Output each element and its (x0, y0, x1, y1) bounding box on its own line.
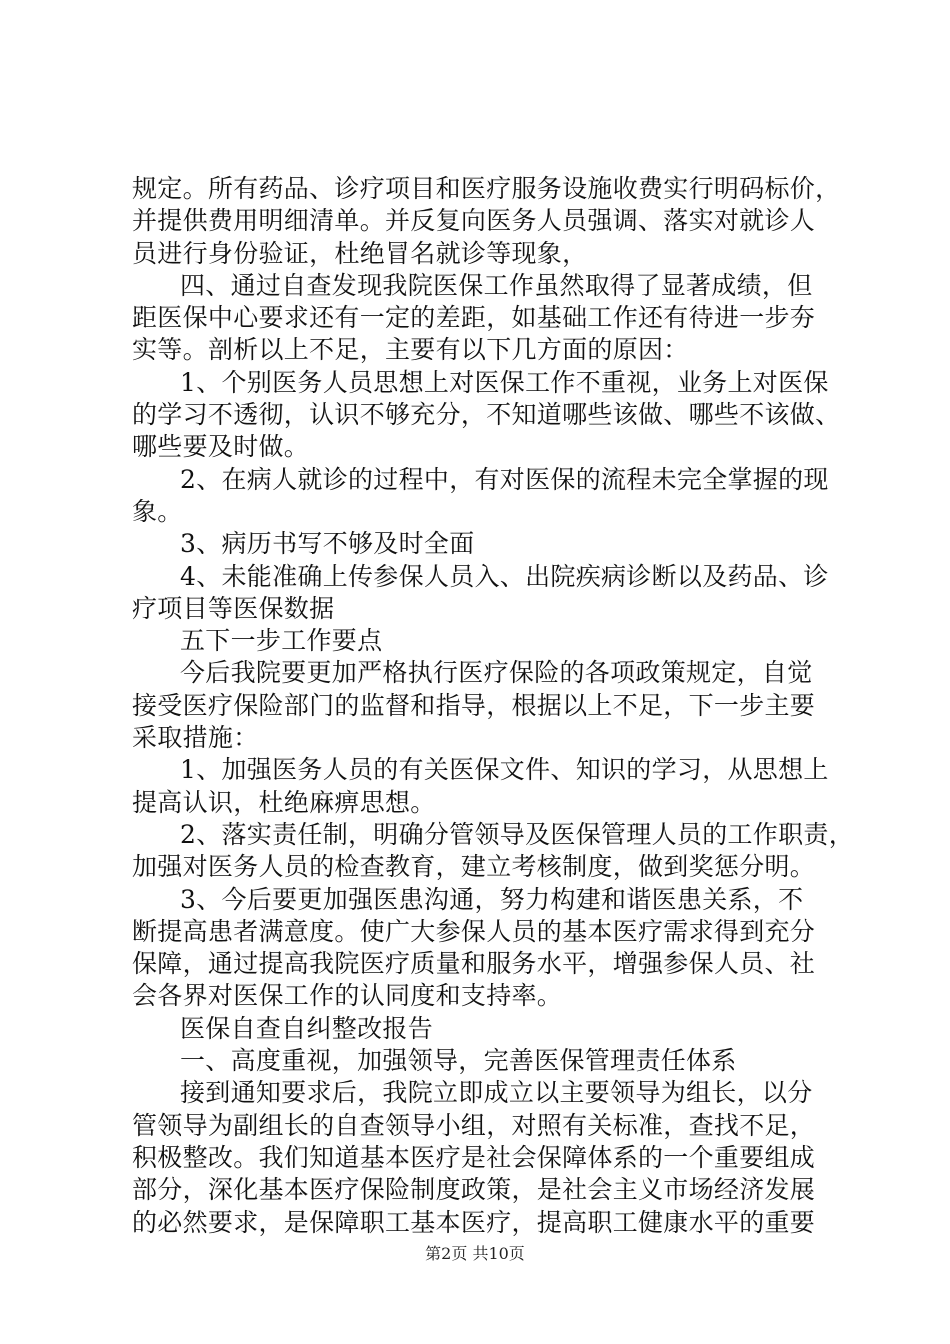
text-line: 2、在病人就诊的过程中，有对医保的流程未完全掌握的现 (180, 464, 829, 494)
page-number: 第2页 共10页 (425, 1244, 525, 1263)
text-line: 保障，通过提高我院医疗质量和服务水平，增强参保人员、社 (132, 949, 816, 979)
page-footer (0, 1241, 950, 1264)
section-heading: 一、高度重视，加强领导，完善医保管理责任体系 (180, 1046, 737, 1076)
report-title: 医保自查自纠整改报告 (180, 1013, 434, 1043)
text-line: 并提供费用明细清单。并反复向医务人员强调、落实对就诊人 (132, 206, 816, 236)
text-line: 管领导为副组长的自查领导小组，对照有关标准，查找不足， (132, 1110, 816, 1140)
text-line: 哪些要及时做。 (132, 432, 310, 462)
text-line: 提高认识，杜绝麻痹思想。 (132, 787, 436, 817)
document-body (132, 173, 855, 1239)
text-line: 四、通过自查发现我院医保工作虽然取得了显著成绩，但 (180, 270, 813, 300)
text-line: 2、落实责任制，明确分管领导及医保管理人员的工作职责， (180, 819, 855, 849)
text-line: 员进行身份验证，杜绝冒名就诊等现象， (132, 238, 588, 268)
text-line: 实等。剖析以上不足，主要有以下几方面的原因： (132, 335, 689, 365)
text-line: 会各界对医保工作的认同度和支持率。 (132, 981, 563, 1011)
text-line: 疗项目等医保数据 (132, 593, 335, 623)
text-line: 部分，深化基本医疗保险制度政策，是社会主义市场经济发展 (132, 1175, 816, 1205)
text-line: 1、加强医务人员的有关医保文件、知识的学习，从思想上 (180, 755, 829, 785)
text-line: 的必然要求，是保障职工基本医疗，提高职工健康水平的重要 (132, 1207, 816, 1237)
section-heading: 五下一步工作要点 (180, 626, 383, 656)
text-line: 采取措施： (132, 723, 259, 753)
text-line: 积极整改。我们知道基本医疗是社会保障体系的一个重要组成 (132, 1142, 816, 1172)
text-line: 断提高患者满意度。使广大参保人员的基本医疗需求得到充分 (132, 916, 816, 946)
text-line: 距医保中心要求还有一定的差距，如基础工作还有待进一步夯 (132, 303, 816, 333)
text-line: 4、未能准确上传参保人员入、出院疾病诊断以及药品、诊 (180, 561, 829, 591)
text-line: 的学习不透彻，认识不够充分，不知道哪些该做、哪些不该做、 (132, 400, 841, 430)
text-line: 象。 (132, 496, 183, 526)
text-line: 1、个别医务人员思想上对医保工作不重视，业务上对医保 (180, 367, 829, 397)
text-line: 3、病历书写不够及时全面 (180, 529, 475, 559)
text-line: 规定。所有药品、诊疗项目和医疗服务设施收费实行明码标价， (132, 174, 841, 203)
text-line: 3、今后要更加强医患沟通，努力构建和谐医患关系，不 (180, 884, 804, 914)
text-line: 接到通知要求后，我院立即成立以主要领导为组长，以分 (180, 1078, 813, 1108)
text-line: 接受医疗保险部门的监督和指导，根据以上不足，下一步主要 (132, 690, 816, 720)
text-line: 今后我院要更加严格执行医疗保险的各项政策规定，自觉 (180, 658, 813, 688)
text-line: 加强对医务人员的检查教育，建立考核制度，做到奖惩分明。 (132, 852, 816, 882)
